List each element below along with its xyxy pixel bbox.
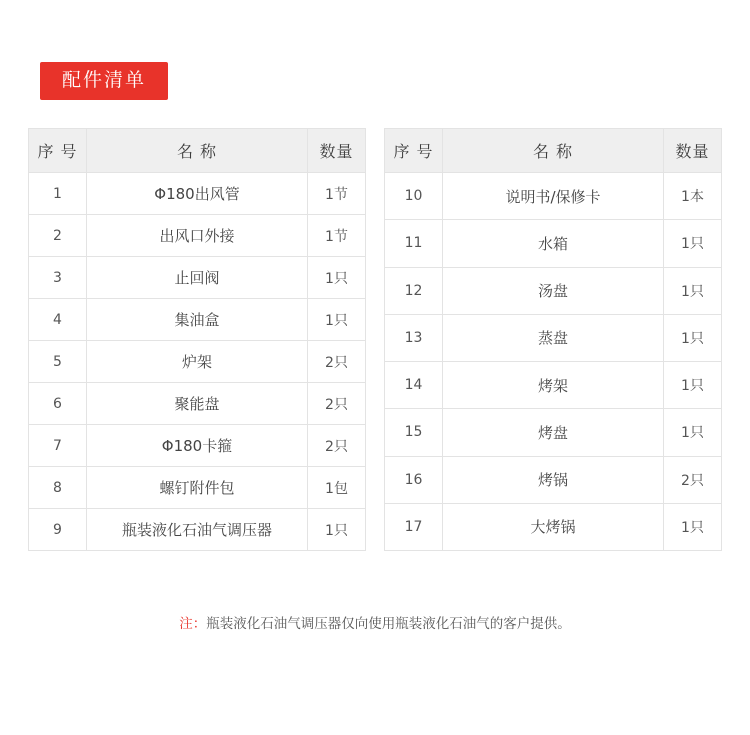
cell-index: 6 xyxy=(29,383,87,425)
cell-index: 14 xyxy=(385,362,443,409)
cell-quantity: 2只 xyxy=(664,456,722,503)
cell-quantity: 1只 xyxy=(664,409,722,456)
cell-name: 汤盘 xyxy=(443,267,664,314)
table-row xyxy=(385,456,722,503)
cell-quantity: 2只 xyxy=(308,383,366,425)
cell-quantity: 1本 xyxy=(664,173,722,220)
table-header-right xyxy=(385,129,722,173)
table-row xyxy=(29,341,366,383)
cell-name: 烤架 xyxy=(443,362,664,409)
table-row xyxy=(29,467,366,509)
cell-index: 8 xyxy=(29,467,87,509)
cell-index: 10 xyxy=(385,173,443,220)
cell-quantity: 1只 xyxy=(664,267,722,314)
cell-index: 13 xyxy=(385,314,443,361)
column-header-quantity: 数量 xyxy=(664,129,722,173)
table-row xyxy=(385,409,722,456)
cell-quantity: 1只 xyxy=(308,257,366,299)
page-title: 配件清单 xyxy=(40,62,168,100)
cell-index: 9 xyxy=(29,509,87,551)
cell-index: 4 xyxy=(29,299,87,341)
cell-quantity: 2只 xyxy=(308,425,366,467)
table-header-row xyxy=(385,129,722,173)
table-body-left xyxy=(29,173,366,551)
cell-quantity: 1包 xyxy=(308,467,366,509)
table-row xyxy=(29,257,366,299)
table-header-left xyxy=(29,129,366,173)
cell-quantity: 1只 xyxy=(664,362,722,409)
cell-index: 16 xyxy=(385,456,443,503)
table-row xyxy=(29,173,366,215)
cell-name: Φ180卡箍 xyxy=(87,425,308,467)
cell-index: 2 xyxy=(29,215,87,257)
table-row xyxy=(385,362,722,409)
table-row xyxy=(29,509,366,551)
column-header-quantity: 数量 xyxy=(308,129,366,173)
footnote-text: 瓶装液化石油气调压器仅向使用瓶装液化石油气的客户提供。 xyxy=(206,616,571,632)
cell-index: 7 xyxy=(29,425,87,467)
cell-index: 17 xyxy=(385,503,443,550)
table-row xyxy=(385,173,722,220)
cell-name: 水箱 xyxy=(443,220,664,267)
cell-quantity: 1只 xyxy=(308,299,366,341)
column-header-index: 序 号 xyxy=(29,129,87,173)
cell-name: 蒸盘 xyxy=(443,314,664,361)
cell-name: 烤锅 xyxy=(443,456,664,503)
footnote-label: 注： xyxy=(179,616,207,632)
cell-name: 出风口外接 xyxy=(87,215,308,257)
cell-name: 大烤锅 xyxy=(443,503,664,550)
cell-index: 12 xyxy=(385,267,443,314)
table-header-row xyxy=(29,129,366,173)
cell-name: 炉架 xyxy=(87,341,308,383)
cell-name: 集油盒 xyxy=(87,299,308,341)
table-row xyxy=(385,503,722,550)
table-row xyxy=(29,383,366,425)
accessory-table-right xyxy=(384,128,722,551)
cell-index: 11 xyxy=(385,220,443,267)
column-header-name: 名 称 xyxy=(443,129,664,173)
cell-quantity: 1只 xyxy=(308,509,366,551)
cell-index: 1 xyxy=(29,173,87,215)
cell-name: 烤盘 xyxy=(443,409,664,456)
cell-name: 螺钉附件包 xyxy=(87,467,308,509)
cell-quantity: 1节 xyxy=(308,173,366,215)
cell-name: 聚能盘 xyxy=(87,383,308,425)
accessory-table-left xyxy=(28,128,366,551)
tables-container xyxy=(28,128,722,551)
cell-quantity: 2只 xyxy=(308,341,366,383)
table-row xyxy=(385,267,722,314)
column-header-index: 序 号 xyxy=(385,129,443,173)
cell-index: 5 xyxy=(29,341,87,383)
table-row xyxy=(385,220,722,267)
table-row xyxy=(29,215,366,257)
cell-name: 说明书/保修卡 xyxy=(443,173,664,220)
table-row xyxy=(29,425,366,467)
column-header-name: 名 称 xyxy=(87,129,308,173)
cell-quantity: 1只 xyxy=(664,314,722,361)
table-row xyxy=(385,314,722,361)
cell-index: 15 xyxy=(385,409,443,456)
table-body-right xyxy=(385,173,722,551)
cell-name: Φ180出风管 xyxy=(87,173,308,215)
cell-quantity: 1只 xyxy=(664,503,722,550)
cell-quantity: 1节 xyxy=(308,215,366,257)
table-row xyxy=(29,299,366,341)
footnote xyxy=(0,612,750,632)
cell-quantity: 1只 xyxy=(664,220,722,267)
cell-name: 瓶装液化石油气调压器 xyxy=(87,509,308,551)
cell-index: 3 xyxy=(29,257,87,299)
cell-name: 止回阀 xyxy=(87,257,308,299)
